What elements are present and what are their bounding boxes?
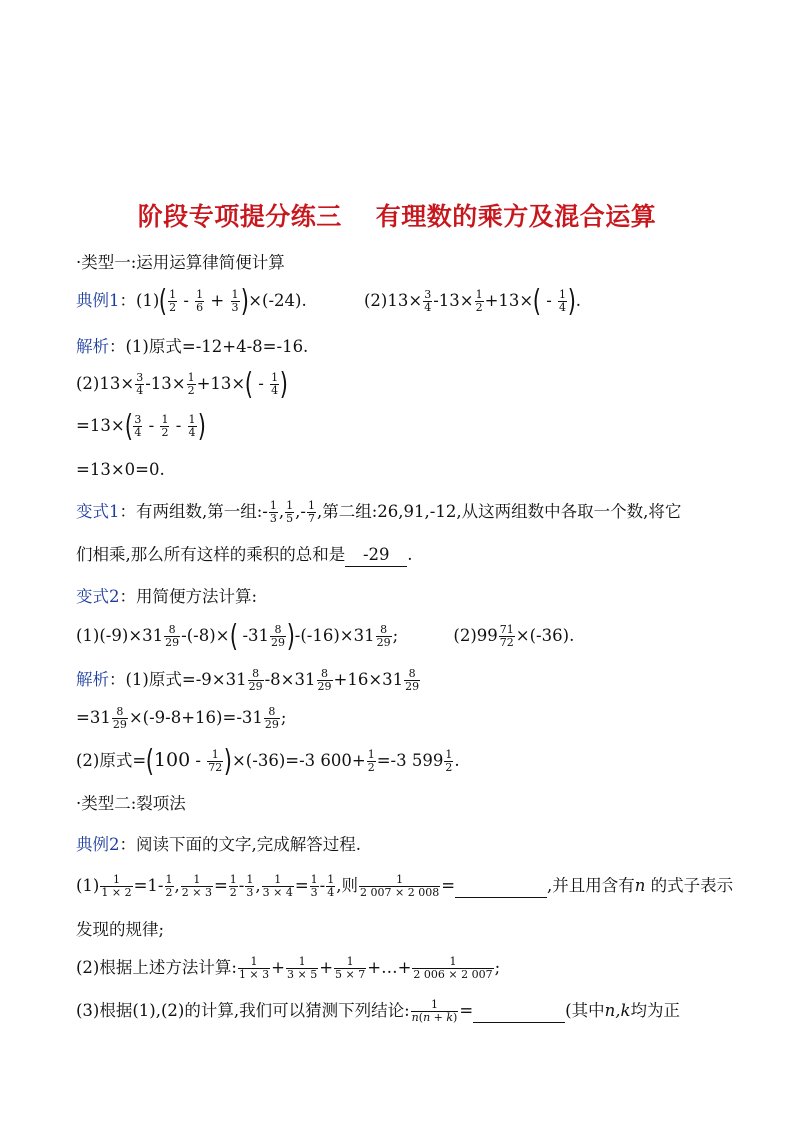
example1-label: 典例1: [76, 291, 120, 310]
example2-question3: (3)根据(1),(2)的计算,我们可以猜测下列结论: $\frac{1}{n(n + k)}$ = (其中n,k均为正: [76, 998, 680, 1024]
page-title: [0, 197, 794, 233]
solution1-line1: 解析：(1)原式=-12+4-8=-16.: [76, 337, 309, 356]
example2-question1: (1) $\frac{1}{1 \times 2}$ =1- $\frac{1}{2}$ , $\frac{1}{2 \times 3}$ = $\frac{1}{2}$ - $\frac{1}{3}$ , $\frac{1}{3 \times 4}$ = $\frac{1}{3}$ - $\frac{1}{4}$ ,则 $\frac{1}{2 007 \times 2 008}$ = ,并且用含有n 的式子表示: [76, 873, 734, 899]
example2-question1-line2: 发现的规律;: [76, 920, 165, 939]
variant1-line1: 变式1：有两组数,第一组:- $\frac{1}{3}$ , $\frac{1}{5}$ ,- $\frac{1}{7}$ ,第二组:26,91,-12,从这两组数中各取一个数,将它: [76, 499, 682, 525]
example1-line: 典例1：(1)( $\frac{1}{2}$ - $\frac{1}{6}$ + $\frac{1}{3}$ )×(-24). (2)13× $\frac{3}{4}$ -13× $\frac{1}{2}$ +13×( - $\frac{1}{4}$ ).: [76, 283, 582, 319]
solution2-line3: (2)原式=(100 - $\frac{1}{72}$ )×(-36)=-3 600+ $\frac{1}{2}$ =-3 599 $\frac{1}{2}$ .: [76, 743, 460, 779]
solution2-line2: =31 $\frac{8}{29}$ ×(-9-8+16)=-31 $\frac{8}{29}$ ;: [76, 705, 287, 731]
title-left: 阶段专项提分练三: [137, 202, 342, 231]
answer-blank: -29: [345, 544, 407, 567]
solution1-label: 解析: [76, 337, 109, 356]
solution1-line2: (2)13× $\frac{3}{4}$ -13× $\frac{1}{2}$ +13×( - $\frac{1}{4}$ ): [76, 366, 289, 402]
solution1-line3: =13×( $\frac{3}{4}$ - $\frac{1}{2}$ - $\frac{1}{4}$ ): [76, 408, 206, 444]
variant1-line2: 们相乘,那么所有这样的乘积的总和是 -29 .: [76, 544, 413, 567]
solution1-line4: =13×0=0.: [76, 460, 165, 479]
example2-question2: (2)根据上述方法计算: $\frac{1}{1 \times 3}$ + $\frac{1}{3 \times 5}$ + $\frac{1}{5 \times 7}$ +…+ $\frac{1}{2 006 \times 2 007}$ ;: [76, 955, 501, 981]
example2-intro: 典例2：阅读下面的文字,完成解答过程.: [76, 835, 361, 854]
section-heading-type1: ·类型一:运用运算律简便计算: [76, 253, 285, 272]
variant1-label: 变式1: [76, 502, 120, 521]
solution2-line1: 解析：(1)原式=-9×31 $\frac{8}{29}$ -8×31 $\frac{8}{29}$ +16×31 $\frac{8}{29}$: [76, 667, 420, 693]
section-heading-type2: ·类型二:裂项法: [76, 794, 186, 813]
variant2-label: 变式2: [76, 587, 120, 606]
title-right: 有理数的乘方及混合运算: [375, 202, 657, 231]
example2-label: 典例2: [76, 835, 120, 854]
variant2-problems: (1)(-9)×31 $\frac{8}{29}$ -(-8)×( -31 $\frac{8}{29}$ )-(-16)×31 $\frac{8}{29}$ ; (2)99 $\frac{71}{72}$ ×(-36).: [76, 618, 575, 654]
variant2-heading: 变式2：用简便方法计算:: [76, 587, 258, 606]
solution2-label: 解析: [76, 670, 109, 689]
